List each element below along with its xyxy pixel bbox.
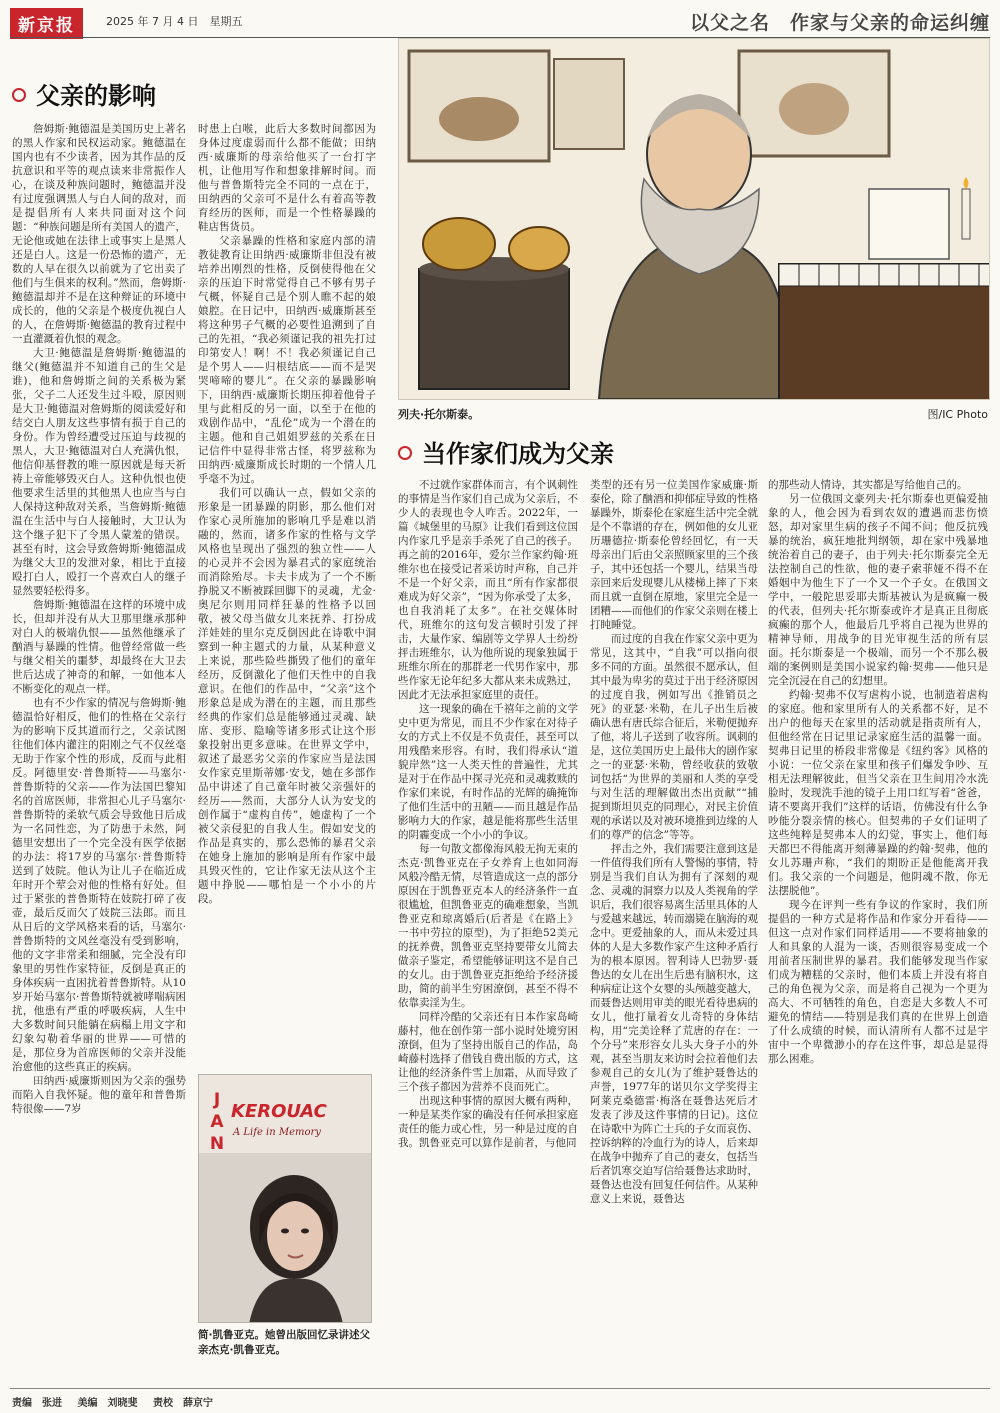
circle-bullet-icon (12, 88, 26, 102)
article2-headline-text: 当作家们成为父亲 (422, 439, 614, 468)
footer-credits (12, 1394, 225, 1409)
masthead (0, 0, 1000, 40)
article2-column-1 (398, 478, 578, 1380)
article1-column-1 (12, 122, 186, 1380)
article2-column-2 (590, 478, 758, 1380)
paragraph: 而过度的自我在作家父亲中更为常见，这其中，“自我”可以指向很多不同的方面。虽然很不愿承认，但其中最为卑劣的莫过于出于经济原因的过度自我，例如写出《推销员之死》的亚瑟·米勒，在儿子出生后被确认患有唐氏综合征后，米勒便抛弃了他，将儿子送到了收容所。讽刺的是，这位美国历史上最伟大的剧作家之一的亚瑟·米勒，曾经收获的致敬词包括“为世界的美丽和人类的享受与对生活的理解做出杰出贡献”“捕捉到斯坦贝克的同理心，对民主价值观的承诺以及对被环境推到边缘的人们的尊严的信念”等等。 (590, 633, 758, 841)
paragraph: 时患上白喉，此后大多数时间都因为身体过度虚弱而什么都不能做；田纳西·威廉斯的母亲给他买了一台打字机，让他用写作和想象排解时间。而他与普鲁斯特完全不同的一点在于，田纳西的父亲可不是什么有着高等教育经历的医师，而是一个性格暴躁的鞋店售货员。 (198, 123, 376, 233)
book-subtitle: A Life in Memory (233, 1127, 321, 1138)
book-title: KEROUAC (231, 1101, 327, 1122)
paragraph: 类型的还有另一位美国作家威廉·斯泰伦，除了酗酒和抑郁症导致的性格暴躁外，斯泰伦在家庭生活中完全就是个不靠谱的存在，例如他的女儿亚历珊德拉·斯泰伦曾经回忆，有一天母亲出门后由父亲照顾家里的三个孩子，其中还包括一个婴儿，结果当母亲回来后发现婴儿从楼梯上摔了下来而且就一直倒在原地，家里完全是一团糟——而他们的作家父亲则在楼上打盹睡觉。 (590, 479, 758, 631)
illustration-caption: 列夫·托尔斯泰。 (398, 408, 480, 421)
book-author: JAN (209, 1090, 225, 1154)
paragraph: 另一位俄国文豪列夫·托尔斯泰也更偏爱抽象的人，他会因为看到农奴的遭遇而悲伤愤怒，却对家里生病的孩子不闻不问；他反抗残暴的统治，疯狂地批判纲领，却在家中残暴地统治着自己的妻子，由于列夫·托尔斯泰完全无法控制自己的性欲，他的妻子索菲娅不得不在婚姻中为他生下了一个又一个子女。在俄国文学中，一般陀思妥耶夫斯基被认为是疯癫一极的代表，但列夫·托尔斯泰或许才是真正且彻底疯癫的那个人，他最后几乎将自己视为世界的精神导师，用战争的目光审视生活的所有层面。托尔斯泰是一个极端，而另一个不那么极端的案例则是美国小说家约翰·契弗——他只是完全沉浸在自己的幻想里。 (768, 493, 988, 687)
circle-bullet-icon (398, 446, 412, 460)
paragraph: 约翰·契弗不仅写虐构小说，也制造着虐构的家庭。他和家里所有人的关系都不好，足不出户的他每天在家里的活动就是指责所有人，但他经常在日记里记录家庭生活的温馨一面。契弗日记里的桥段非常像是《纽约客》风格的小说：一位父亲在家里和孩子们爆发争吵、互相无法理解彼此，但当父亲在卫生间用冷水洗脸时，发现洗手池的镜子上用口红写着“爸爸，请不要离开我们”这样的话语，仿佛没有什么争吵能分裂亲情的核心。但契弗的子女们证明了这些纯粹是契弗本人的幻觉，事实上，他们每天都巴不得能离开刻薄暴躁的约翰·契弗，他的女儿苏珊声称，“我们的期盼正是他能离开我们。我父亲的一个问题是，他阴魂不散，你无法摆脱他”。 (768, 689, 988, 897)
paragraph: 大卫·鲍德温是詹姆斯·鲍德温的继父(鲍德温并不知道自己的生父是谁)，他和詹姆斯之间的关系极为紧张，父子二人还发生过斗殴，原因则是大卫·鲍德温对詹姆斯的阅读爱好和结交白人朋友这些事情有损于自己的身份。作为曾经遭受过压迫与歧视的黑人，大卫·鲍德温对白人充满仇恨，他信仰基督教的唯一原因就是每天祈祷上帝能够毁灭白人。这种仇恨也使他要求生活里的其他黑人也应当与白人保持这种敌对关系，当詹姆斯·鲍德温在生活中与白人接触时，大卫认为这个继子犯下了令黑人蒙羞的错误。甚至有时，这会导致詹姆斯·鲍德温成为继父大卫的发泄对象，相比于直接殴打白人，殴打一个喜欢白人的继子显然要轻松得多。 (12, 347, 186, 597)
paragraph: 不过就作家群体而言，有个讽刺性的事情是当作家们自己成为父亲后，不少人的表现也令人咋舌。2022年，一篇《城堡里的马原》让我们看到这位国内作家几乎是亲手杀死了自己的孩子。再之前的2016年，爱尔兰作家约翰·班维尔也在接受记者采访时声称，自己并不是一个好父亲，而且“所有作家都很难成为好父亲”，“因为你承受了太多，也自我消耗了太多”。在社交媒体时代，班维尔的这句发言顿时引发了抨击，大量作家、编剧等文学界人士纷纷抨击班维尔，认为他所说的现象独属于班维尔所在的那群老一代男作家中，那些作家无论年纪多大都从来未成熟过，因此才无法承担家庭里的责任。 (398, 479, 578, 701)
article2-headline (398, 434, 614, 469)
caricature-art (399, 39, 990, 400)
tolstoy-illustration (398, 38, 990, 400)
article1-headline-text: 父亲的影响 (36, 81, 156, 110)
footer-rule (10, 1388, 990, 1389)
article2-column-3 (768, 478, 988, 1380)
paragraph: 父亲暴躁的性格和家庭内部的清教徒教育让田纳西·威廉斯非但没有被培养出刚烈的性格，反倒使得他在父亲的压迫下时常觉得自己不够有男子气概，怀疑自己是个别人瞧不起的娘娘腔。在日记中，田纳西·威廉斯甚至将这种男子气概的必要性追溯到了自己的先祖，“我必须谨记我的祖先打过印第安人！啊！不！我必须谨记自己是个男人——归根结底——而不是哭哭啼啼的婴儿”。在父亲的暴躁影响下，田纳西·威廉斯长期压抑着他骨子里与此相反的另一面，以至于在他的戏剧作品中，“乱伦”成为一个潜在的主题。他和自己姐姐罗兹的关系在日记信件中显得非常古怪，将罗兹称为田纳西·威廉斯成长时期的一个情人几乎毫不为过。 (198, 235, 376, 485)
photo-caption: 简·凯鲁亚克。她曾出版回忆录讲述父亲杰克·凯鲁亚克。 (198, 1329, 370, 1356)
newspaper-logo: 新京报 (10, 8, 83, 39)
paragraph: 我们可以确认一点，假如父亲的形象是一团暴躁的阴影，那么他们对作家心灵所施加的影响几乎是难以消融的，然而，诸多作家的性格与文学风格也呈现出了强烈的独立性——人的心灵并不会因为暴君式的家庭统治而消除殆尽。卡夫卡成为了一个不断挣脱又不断被踩回脚下的灵魂，尤金·奥尼尔则用同样狂暴的性格予以回敬，被父母当做女儿来抚养、打扮成洋娃娃的里尔克反倒因此在诗歌中洞察到一种主题式的力量，从某种意义上来说，那些险些撕毁了他们的童年经历，反倒激化了他们天性中的自我意识。在他们的作品中，“父亲”这个形象总是成为潜在的主题，而且那些经典的作家们总是能够通过灵魂、缺席、变形、隐喻等诸多形式让这个形象投射出更多意味。在世界文学中，叙述了最恶劣父亲的作家应当是法国女作家克里斯蒂娜·安戈，她在多部作品中讲述了自己童年时被父亲强奸的经历——然而，大部分人认为安戈的创作属于“虚构自传”，她虚构了一个被父亲侵犯的自我人生。假如安戈的作品是真实的，那么恐怖的暴君父亲在她身上施加的影响是所有作家中最具毁灭性的，它让作家无法从这个主题中挣脱——哪怕是一个小小的片段。 (198, 487, 376, 905)
paragraph: 詹姆斯·鲍德温是美国历史上著名的黑人作家和民权运动家。鲍德温在国内也有不少读者，因为其作品的反抗意识和平等的观点读来非常振作人心，在谈及种族问题时，鲍德温并没有过度强调黑人与白人间的敌对，而是提倡所有人来共同面对这个问题：“种族问题是所有美国人的遗产，无论他或她在法律上或事实上是黑人还是白人。这是一份恐怖的遗产，无数的人早在很久以前就为了它出卖了他们与生俱来的权利。”然而，詹姆斯·鲍德温却并不是在这种辩证的环境中成长的，他的父亲是个极度仇视白人的人，在詹姆斯·鲍德温的教育过程中一直灌溉着仇恨的观念。 (12, 123, 186, 345)
book-cover-photo (198, 1074, 372, 1323)
paragraph: 詹姆斯·鲍德温在这样的环境中成长，但却并没有从大卫那里继承那种对白人的极端仇恨——虽然他继承了酗酒与暴躁的性情。他曾经常做一些与继父相关的噩梦，却最终在大卫去世后达成了神奇的和解，一如他本人不断变化的观点一样。 (12, 599, 186, 695)
paragraph: 的那些动人情诗，其实都是写给他自己的。 (768, 479, 968, 491)
section-title: 以父之名 作家与父亲的命运纠缠 (689, 12, 990, 34)
paragraph: 这一现象的确在千禧年之前的文学史中更为常见，而且不少作家在对待子女的方式上不仅是不负责任，甚至可以用残酷来形容。有时，我们得承认“道貌岸然”这一人类天性的普遍性，尤其是对于在作品中探寻光亮和灵魂救赎的作家们来说，有时作品的光辉的确掩饰了他们生活中的丑陋——而且越是作品影响力大的作家，越是能将那些生活里的阴霾变成一个小小的争议。 (398, 703, 578, 841)
paragraph: 抨击之外，我们需要注意到这是一件值得我们所有人警惕的事情，特别是当我们自认为拥有了深刻的观念、灵魂的洞察力以及人类视角的学识后，我们很容易离生活里具体的人与爱越来越远，转而溺毙在脑海的观念中。更爱抽象的人，而从未爱过具体的人是大多数作家产生这种矛盾行为的根本原因。智利诗人巴勃罗·聂鲁达的女儿在出生后患有脑积水，这种病症让这个女婴的头颅越变越大，而聂鲁达则用审美的眼光看待患病的女儿，他打量着女儿奇特的身体结构，用“完美诠释了荒唐的存在：一个分号”来形容女儿头大身子小的外观，甚至当朋友来访时会拉着他们去参观自己的女儿(为了维护聂鲁达的声誉，1977年的诺贝尔文学奖得主阿莱克桑德雷·梅洛在聂鲁达死后才发表了涉及这件事情的日记)。这位在诗歌中为阵亡士兵的子女而哀伤、控诉纳粹的冷血行为的诗人，后来却在战争中抛弃了自己的妻女，包括当后者饥寒交迫写信给聂鲁达求助时，聂鲁达也没有回复任何信件。从某种意义上来说，聂鲁达 (590, 843, 758, 1205)
paragraph: 同样冷酷的父亲还有日本作家岛崎藤村，他在创作第一部小说时处境穷困潦倒，但为了坚持出版自己的作品，岛崎藤村选择了借钱自费出版的方式，这让他的经济条件雪上加霜，从而导致了三个孩子都因为营养不良而死亡。 (398, 1011, 578, 1093)
paragraph: 每一句散文都像海风般无拘无束的杰克·凯鲁亚克在子女养育上也如同海风般冷酷无情，尽管造成这一点的部分原因在于凯鲁亚克本人的经济条件一直很尴尬，但凯鲁亚克的确难想象，当凯鲁亚克和琼离婚后(后者是《在路上》一书中劳拉的原型)，为了拒绝52美元的抚养费，凯鲁亚克坚持要带女儿简去做亲子鉴定，希望能够证明这不是自己的女儿。由于凯鲁亚克拒绝给予经济援助，简的前半生穷困潦倒，甚至不得不依靠卖淫为生。 (398, 843, 578, 1009)
footer-editor: 责编 张进 (12, 1398, 62, 1409)
illustration-credit: 图/IC Photo (927, 408, 988, 421)
paragraph: 田纳西·威廉斯则因为父亲的强势而陷入自我怀疑。他的童年和普鲁斯特很像——7岁 (12, 1075, 186, 1115)
paragraph: 也有不少作家的情况与詹姆斯·鲍德温恰好相反，他们的性格在父亲行为的影响下反其道而行之，父亲试图往他们体内灌注的阳刚之气不仅丝毫无助于作家个性的形成，反而与此相反。阿德里安·普鲁斯特——马塞尔·普鲁斯特的父亲——作为法国巴黎知名的首席医师，非常担心儿子马塞尔·普鲁斯特的柔软气质会导致他日后成为一名同性恋，为了防患于未然，阿德里安想出了一个完全没有医学依据的办法：将17岁的马塞尔·普鲁斯特送到了妓院。他认为让儿子在临近成年时开个荤会对他的性格有好处。但过于紧张的普鲁斯特在妓院打碎了夜壶，最后反而欠了妓院三法郎。而且从日后的文学风格来看的话，马塞尔·普鲁斯特的文风丝毫没有受到影响，他的文字非常柔和细腻，完全没有印象里的男性作家特征，反倒是真正的身体疾病一直困扰着普鲁斯特。从10岁开始马塞尔·普鲁斯特就被哮喘病困扰，他患有严重的呼吸疾病，人生中大多数时间只能躺在病榻上用文字和幻象勾勒着华丽的世界——可惜的是，那位身为首席医师的父亲并没能治愈他的这些真正的疾病。 (12, 697, 186, 1073)
issue-date: 2025 年 7 月 4 日 星期五 (106, 15, 243, 28)
footer-designer: 美编 刘晓斐 (77, 1398, 138, 1409)
footer-proofreader: 责校 薛京宁 (152, 1398, 213, 1409)
paragraph: 现今在评判一些有争议的作家时，我们所提倡的一种方式是将作品和作家分开看待——但这一点对作家们同样适用——不要将抽象的人和具象的人混为一谈，否则很容易变成一个用前者压制世界的暴君。我们能够发现当作家们成为糟糕的父亲时，他们本质上并没有将自己的角色视为父亲，而是将自己视为一个更为高大、不可牺牲的角色，自恋是大多数人不可避免的情结——特别是我们真的在世界上创造了什么成绩的时候，而认清所有人都不过是宇宙中一个卑微渺小的存在这件事，却总是显得那么困难。 (768, 899, 988, 1065)
paragraph: 出现这种事情的原因大概有两种，一种是某类作家的确没有任何承担家庭责任的能力或心性，另一种是过度的自我。凯鲁亚克可以算作是前者，与他同 (398, 1095, 578, 1149)
article1-column-2 (198, 122, 376, 1067)
article1-headline (12, 76, 156, 111)
